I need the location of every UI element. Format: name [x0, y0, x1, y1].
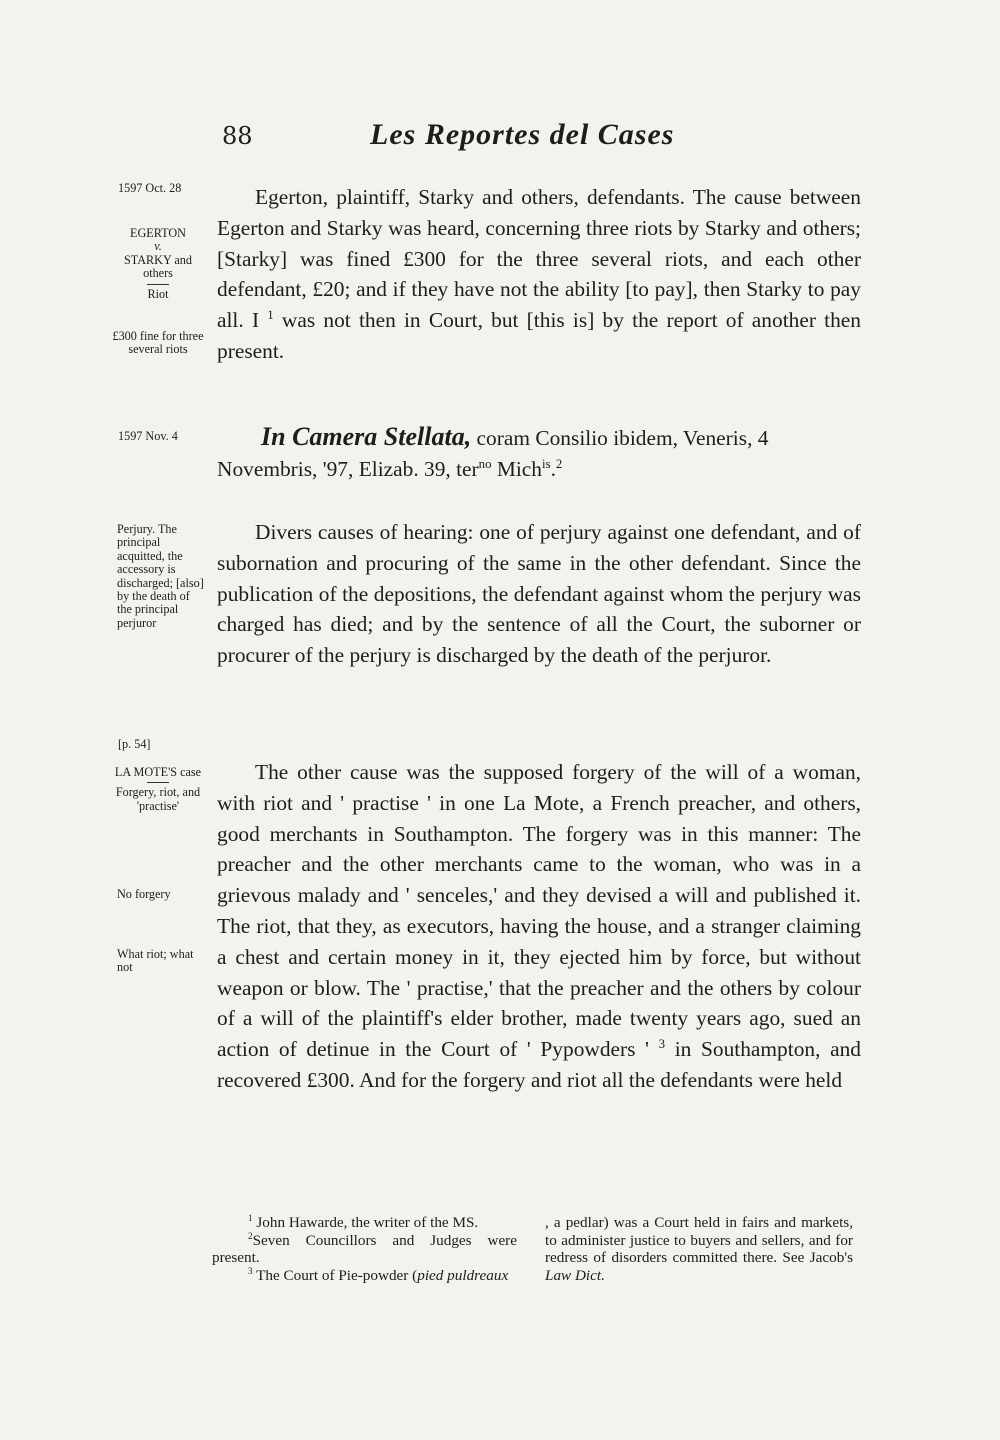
fn2-text: Seven Councillors and Judges were present. [212, 1231, 517, 1267]
margin-parties [112, 227, 204, 301]
margin-rule [147, 284, 169, 285]
heading-sup2: is [542, 456, 551, 471]
margin-date-1: 1597 Oct. 28 [118, 181, 182, 195]
margin-note-perjury: Perjury. The principal acquitted, the accessory is discharged; [also] by the death of the principal perjuror [117, 522, 204, 630]
footnote-3b [545, 1214, 853, 1284]
fn-marker-2: 2 [555, 456, 563, 471]
margin-party-1: EGERTON [130, 226, 186, 240]
fn-marker-1: 1 [267, 308, 274, 323]
case3-text: Divers causes of hearing: one of perjury against one defendant, and of subornation and procuring of the same in the other defendant. Since the publication of the depositions, the defendant against whom the perjury was charged has died; and by the sentence of all the Court, the suborner or procurer of the perjury is discharged by the death of the perjuror. [217, 520, 861, 668]
margin-case-name: LA MOTE'S case [114, 765, 202, 779]
margin-case-4 [112, 766, 204, 813]
heading-rest: coram Consilio ibidem, Veneris, 4 Novembris, '97, Elizab. 39, ter [217, 426, 769, 481]
case4-text1: The other cause was the supposed forgery of the will of a woman, with riot and ' practise ' in one La Mote, a French preacher, and others, good merchants in Southampton. The forgery was in this manner: The preacher and the other merchants came to the woman, who was in a grievous malady and ' senceles,' and they devised a will and published it. The riot, that they, as executors, having the house, and a stranger claiming a chest and certain money in it, they ejected him by force, but without weapon or blow. The ' practise,' that the preacher and the others by colour of a will of the plaintiff's elder brother, made twenty years ago, sued an action of detinue in the Court of ' Pypowders ' [217, 760, 861, 1062]
case1-text-end: was not then in Court, but [this is] by the report of another then present. [217, 308, 861, 363]
heading-sup1: no [478, 456, 492, 471]
footnotes-right [545, 1214, 853, 1284]
fn-marker-3: 3 [658, 1037, 666, 1052]
blackletter-heading: In Camera Stellata, [261, 422, 472, 451]
margin-no-forgery: No forgery [117, 887, 171, 901]
margin-rule-2 [147, 782, 169, 783]
case4-text2: in Southampton, and recovered £300. And for the forgery and riot all the defendants were held [217, 1037, 861, 1092]
fn1-marker: 1 [248, 1212, 253, 1223]
fn3-italic: pied puldreaux [417, 1266, 509, 1284]
page-number: 88 [222, 122, 253, 150]
fn3-text-a: The Court of Pie-powder ( [256, 1266, 418, 1284]
footnote-2 [212, 1232, 517, 1267]
footnote-1 [212, 1214, 517, 1232]
fn3-marker: 3 [248, 1265, 253, 1276]
fn2-marker: 2 [248, 1230, 253, 1241]
running-title: Les Reportes del Cases [370, 118, 675, 151]
footnotes-left [212, 1214, 517, 1284]
margin-note-1: £300 fine for three several riots [112, 329, 204, 357]
case3-paragraph [217, 517, 861, 671]
footnote-3a [212, 1267, 517, 1285]
fn1-text: John Hawarde, the writer of the MS. [256, 1214, 479, 1231]
case4-paragraph [217, 757, 861, 1096]
margin-party-v: v. [154, 239, 162, 254]
heading-end: . [550, 456, 556, 481]
fn3-text-b: , a pedlar) was a Court held in fairs and markets, to administer justice to buyers and sellers, and for redress of disorders committed there. See Jacob's [545, 1214, 853, 1267]
case1-paragraph [217, 182, 861, 367]
margin-subject-4: Forgery, riot, and 'practise' [115, 785, 201, 813]
case1-text: Egerton, plaintiff, Starky and others, defendants. The cause between Egerton and Starky was heard, concerning three riots by Starky and others; [Starky] was fined £300 for the three several riots, and each other defendant, £20; and if they have not the ability [to pay], then Starky to pay all. I [217, 185, 861, 333]
page-ref: [p. 54] [118, 737, 151, 751]
heading-mid: Mich [491, 456, 542, 481]
margin-party-2: STARKY and others [124, 252, 192, 281]
fn3-italic2: Law Dict. [545, 1266, 605, 1284]
margin-subject-1: Riot [147, 286, 169, 301]
margin-what-riot: What riot; what not [117, 947, 194, 975]
margin-date-2: 1597 Nov. 4 [118, 429, 178, 443]
case2-heading [217, 422, 861, 485]
